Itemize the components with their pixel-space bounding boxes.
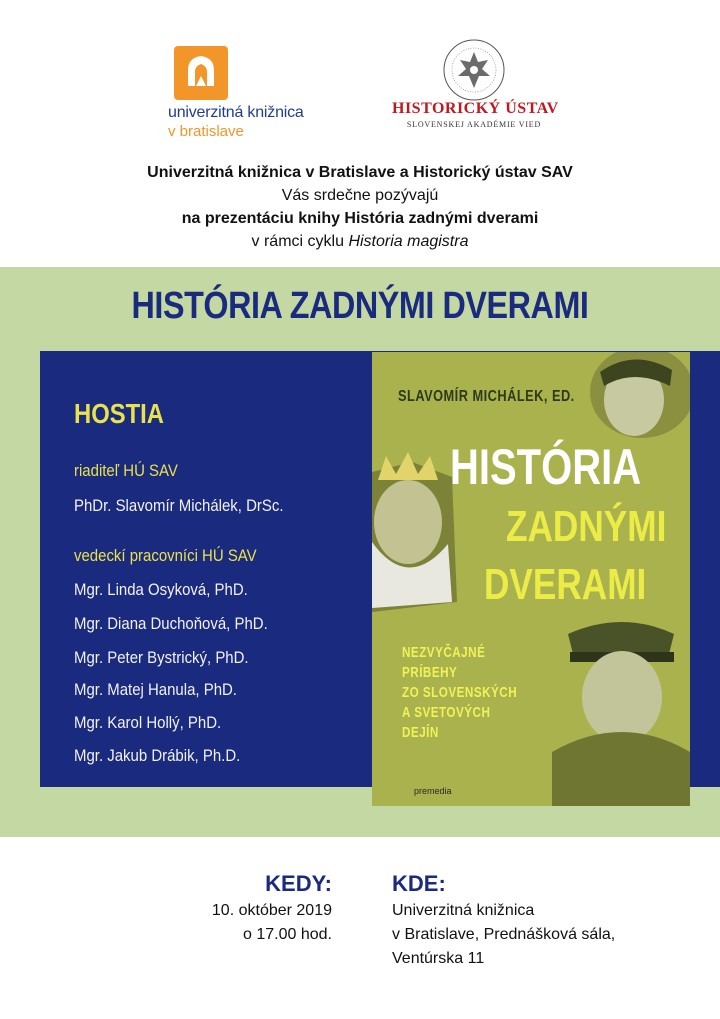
where-heading: KDE:	[392, 871, 446, 896]
intro-invite: Vás srdečne pozývajú	[281, 187, 439, 204]
intro-cycle-prefix: v rámci cyklu	[251, 233, 349, 250]
book-title-line: DVERAMI	[484, 560, 647, 609]
guests-heading: HOSTIA	[74, 398, 164, 429]
library-name: univerzitná knižnica	[168, 104, 304, 121]
library-logo-icon	[174, 46, 228, 100]
book-subtitle-line: A SVETOVÝCH	[402, 704, 491, 721]
ukb-logo	[168, 44, 318, 140]
guest-name: Mgr. Linda Osyková, PhD.	[74, 580, 248, 599]
book-subtitle-line: PRÍBEHY	[402, 664, 458, 681]
institute-subtitle: SLOVENSKEJ AKADÉMIE VIED	[406, 120, 542, 129]
guest-name: Mgr. Diana Duchoňová, PhD.	[74, 614, 268, 633]
book-title-line: ZADNÝMI	[506, 502, 667, 551]
institute-name: HISTORICKÝ ÚSTAV	[392, 100, 559, 117]
institute-seal-icon	[442, 38, 506, 102]
when-heading: KEDY:	[265, 871, 332, 896]
book-subtitle-line: DEJÍN	[402, 724, 439, 741]
venue-line: Ventúrska 11	[392, 950, 485, 967]
director-name: PhDr. Slavomír Michálek, DrSc.	[74, 496, 284, 515]
event-time: o 17.00 hod.	[243, 926, 332, 943]
book-subtitle-line: NEZVYČAJNÉ	[402, 644, 486, 661]
guest-name: Mgr. Jakub Drábik, Ph.D.	[74, 746, 241, 765]
book-cover	[372, 352, 690, 806]
library-city: v bratislave	[168, 123, 244, 140]
book-title-line: HISTÓRIA	[450, 439, 642, 495]
guest-name: Mgr. Peter Bystrický, PhD.	[74, 648, 249, 667]
book-publisher: premedia	[414, 786, 452, 796]
event-date: 10. október 2019	[211, 902, 332, 919]
institute-logo	[384, 38, 564, 138]
guest-name: Mgr. Matej Hanula, PhD.	[74, 680, 237, 699]
intro-organizers: Univerzitná knižnica v Bratislave a Historický ústav SAV	[147, 164, 573, 181]
director-role: riaditeľ HÚ SAV	[74, 461, 178, 480]
book-subtitle-line: ZO SLOVENSKÝCH	[402, 684, 518, 701]
page-title: HISTÓRIA ZADNÝMI DVERAMI	[131, 285, 589, 327]
intro-cycle-name: Historia magistra	[348, 233, 469, 250]
guest-name: Mgr. Karol Hollý, PhD.	[74, 713, 222, 732]
venue-line: v Bratislave, Prednášková sála,	[392, 926, 616, 943]
staff-role: vedeckí pracovníci HÚ SAV	[74, 546, 257, 565]
venue-line: Univerzitná knižnica	[392, 902, 535, 919]
intro-cycle	[0, 233, 720, 251]
intro-presentation: na prezentáciu knihy História zadnými dverami	[181, 210, 539, 227]
book-author: SLAVOMÍR MICHÁLEK, ED.	[398, 388, 575, 405]
